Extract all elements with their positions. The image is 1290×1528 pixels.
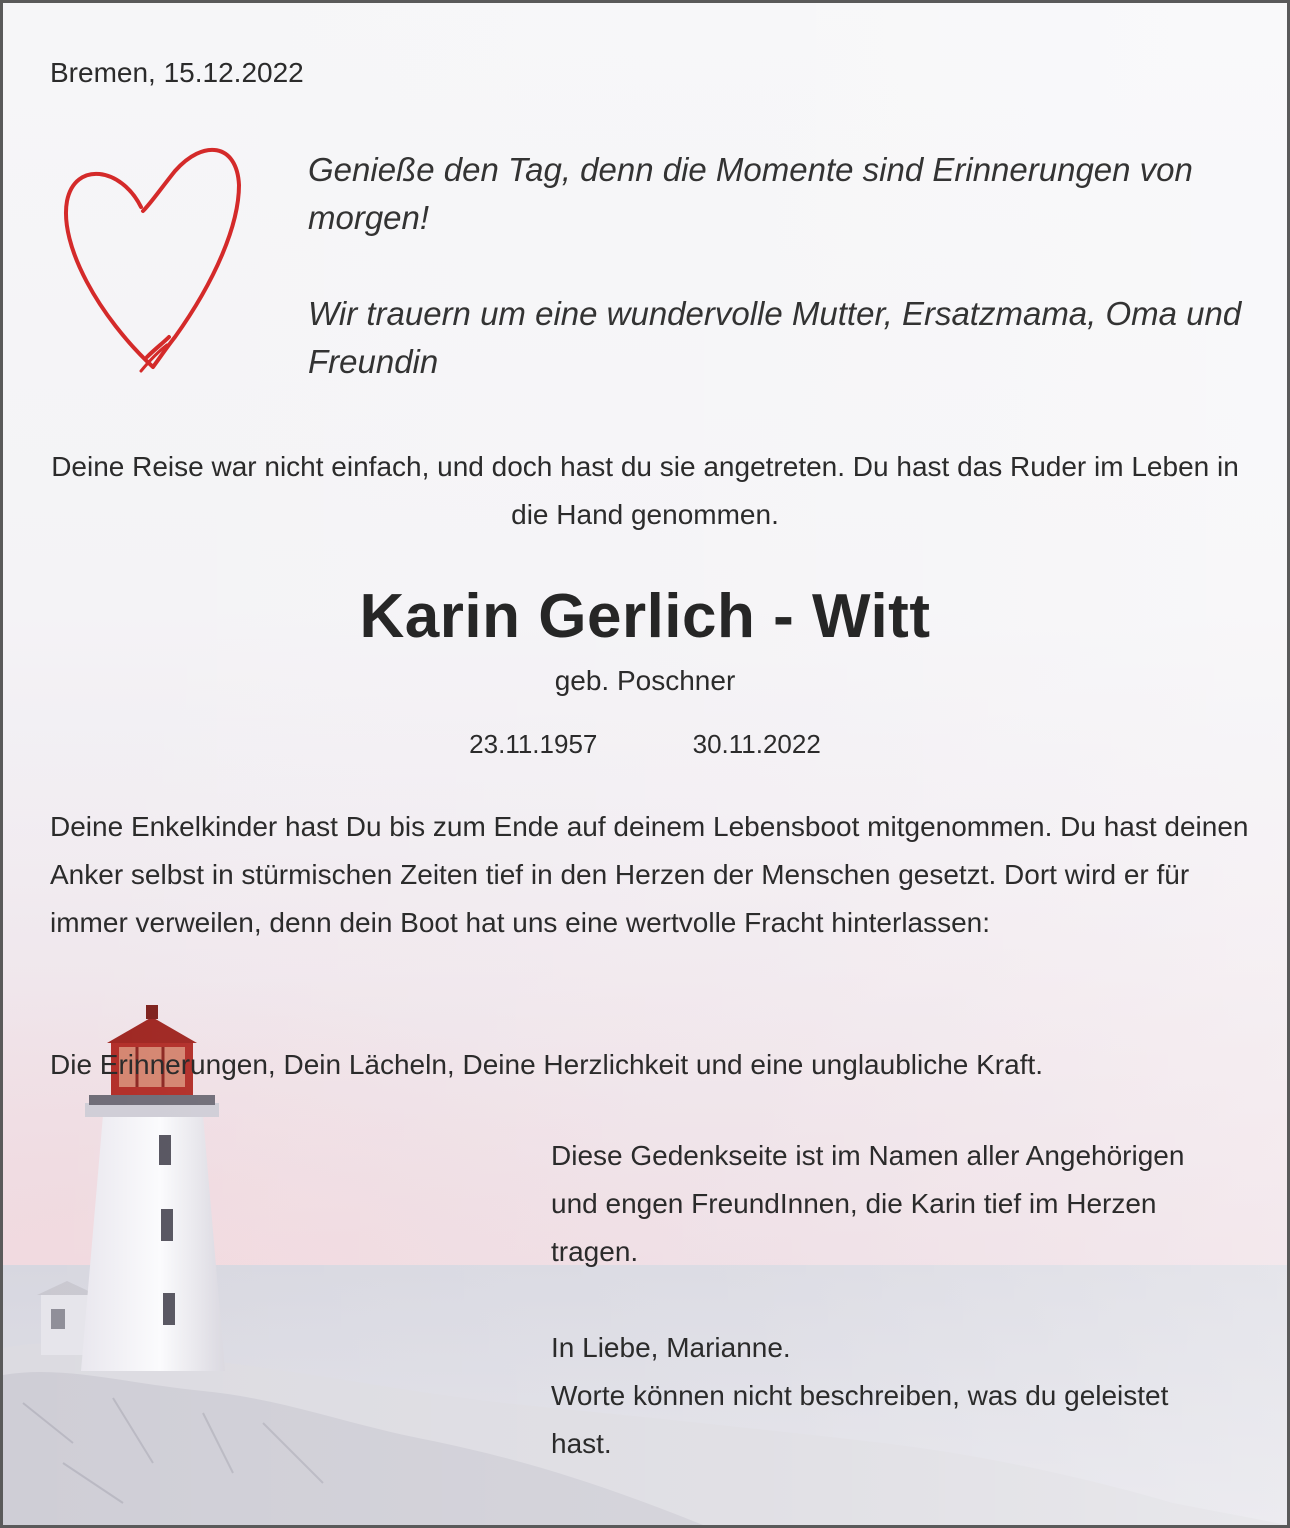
signature-love: In Liebe, Marianne. — [551, 1332, 791, 1363]
life-dates — [3, 729, 1287, 760]
signature-block — [551, 1324, 1231, 1468]
quote-second: Wir trauern um eine wundervolle Mutter, Ersatzmama, Oma und Freundin — [308, 295, 1242, 380]
heart-icon — [55, 141, 255, 381]
birth-date: 23.11.1957 — [469, 729, 598, 759]
dedication-text: Diese Gedenkseite ist im Namen aller Angehörigen und engen FreundInnen, die Karin tief im Herzen tragen. — [551, 1140, 1185, 1267]
body-paragraph-1: Deine Enkelkinder hast Du bis zum Ende auf deinem Lebensboot mitgenommen. Du hast deinen Anker selbst in stürmischen Zeiten tief in den Herzen der Menschen gesetzt. Dort wird er für immer verweilen, denn dein Boot hat uns eine wertvolle Fracht hinterlassen: — [50, 811, 1249, 938]
death-date: 30.11.2022 — [692, 729, 821, 759]
intro-text: Deine Reise war nicht einfach, und doch hast du sie angetreten. Du hast das Ruder im Leben in die Hand genommen. — [51, 451, 1239, 530]
deceased-name: Karin Gerlich - Witt — [359, 582, 931, 651]
quote-first: Genieße den Tag, denn die Momente sind Erinnerungen von morgen! — [308, 151, 1193, 236]
place-date: Bremen, 15.12.2022 — [50, 57, 304, 88]
obituary-content — [3, 3, 1287, 1525]
maiden-name: geb. Poschner — [554, 665, 736, 696]
body-paragraph-2: Die Erinnerungen, Dein Lächeln, Deine Herzlichkeit und eine unglaubliche Kraft. — [50, 1049, 1044, 1080]
signature-words: Worte können nicht beschreiben, was du geleistet hast. — [551, 1380, 1169, 1459]
